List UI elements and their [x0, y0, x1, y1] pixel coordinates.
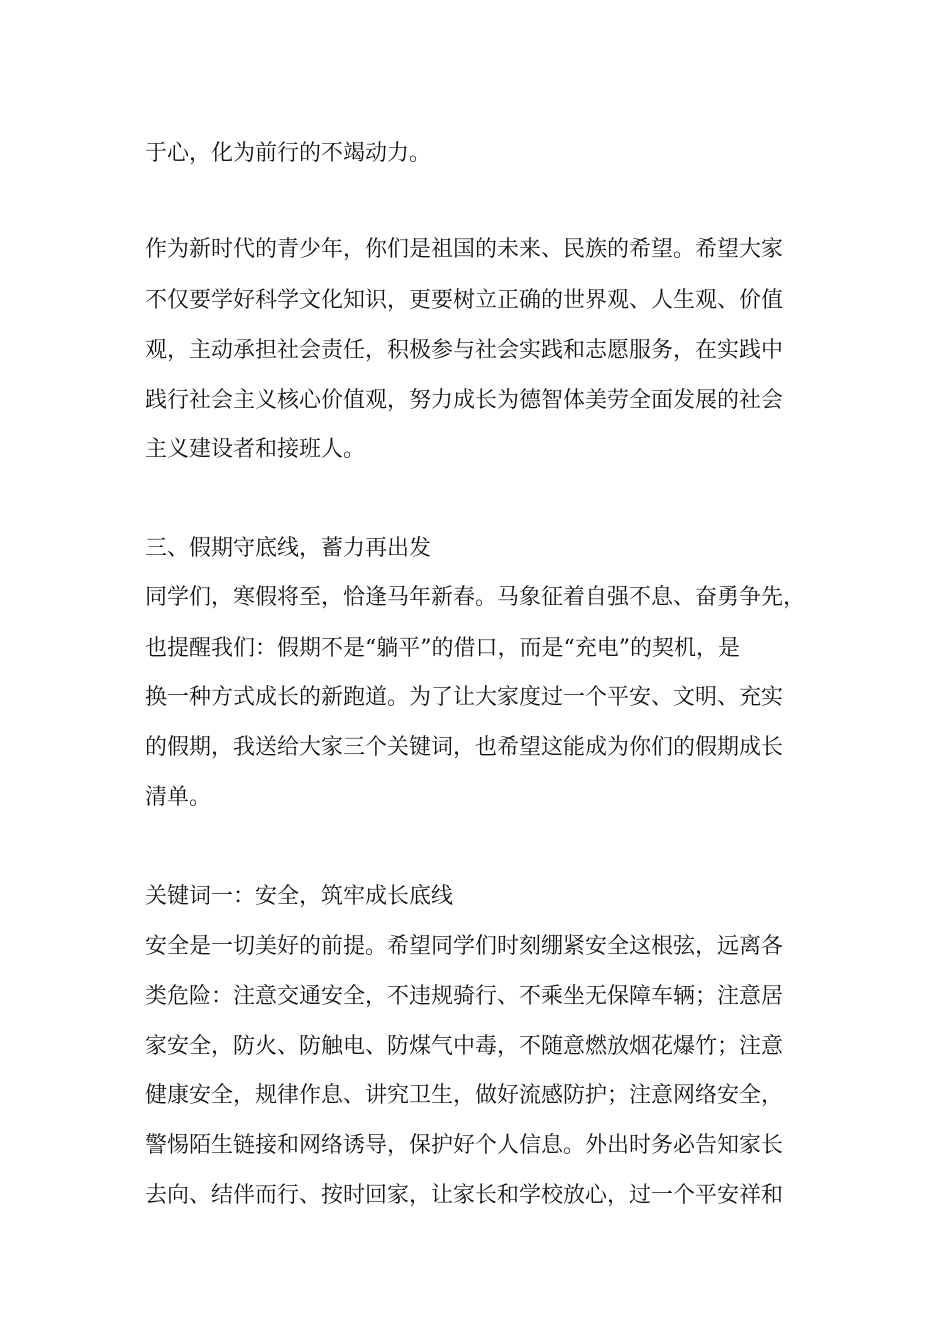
paragraph-line: 警惕陌生链接和网络诱导，保护好个人信息。外出时务必告知家长	[145, 1133, 784, 1158]
paragraph-line: 换一种方式成长的新跑道。为了让大家度过一个平安、文明、充实	[145, 685, 784, 710]
paragraph-line: 不仅要学好科学文化知识，更要树立正确的世界观、人生观、价值	[145, 288, 784, 313]
paragraph-line: 于心，化为前行的不竭动力。	[145, 141, 432, 166]
paragraph-line: 去向、结伴而行、按时回家，让家长和学校放心，过一个平安祥和	[145, 1183, 784, 1208]
paragraph-line: 健康安全，规律作息、讲究卫生，做好流感防护；注意网络安全，	[145, 1083, 784, 1108]
paragraph-line: 安全是一切美好的前提。希望同学们时刻绷紧安全这根弦，远离各	[145, 934, 784, 959]
paragraph-line: 同学们，寒假将至，恰逢马年新春。马象征着自强不息、奋勇争先，	[145, 585, 806, 610]
paragraph-line: 家安全，防火、防触电、防煤气中毒，不随意燃放烟花爆竹；注意	[145, 1034, 784, 1059]
paragraph-line: 的假期，我送给大家三个关键词，也希望这能成为你们的假期成长	[145, 735, 784, 760]
paragraph-line: 也提醒我们：假期不是“躺平”的借口，而是“充电”的契机，是	[145, 636, 740, 661]
section-heading: 三、假期守底线，蓄力再出发	[145, 536, 432, 561]
paragraph-line: 观，主动承担社会责任，积极参与社会实践和志愿服务，在实践中	[145, 338, 784, 363]
subsection-heading: 关键词一：安全，筑牢成长底线	[145, 884, 454, 909]
paragraph-line: 作为新时代的青少年，你们是祖国的未来、民族的希望。希望大家	[145, 237, 784, 262]
paragraph-line: 主义建设者和接班人。	[145, 437, 366, 462]
paragraph-line: 类危险：注意交通安全，不违规骑行、不乘坐无保障车辆；注意居	[145, 984, 784, 1009]
paragraph-line: 清单。	[145, 785, 212, 810]
paragraph-line: 践行社会主义核心价值观，努力成长为德智体美劳全面发展的社会	[145, 388, 784, 413]
